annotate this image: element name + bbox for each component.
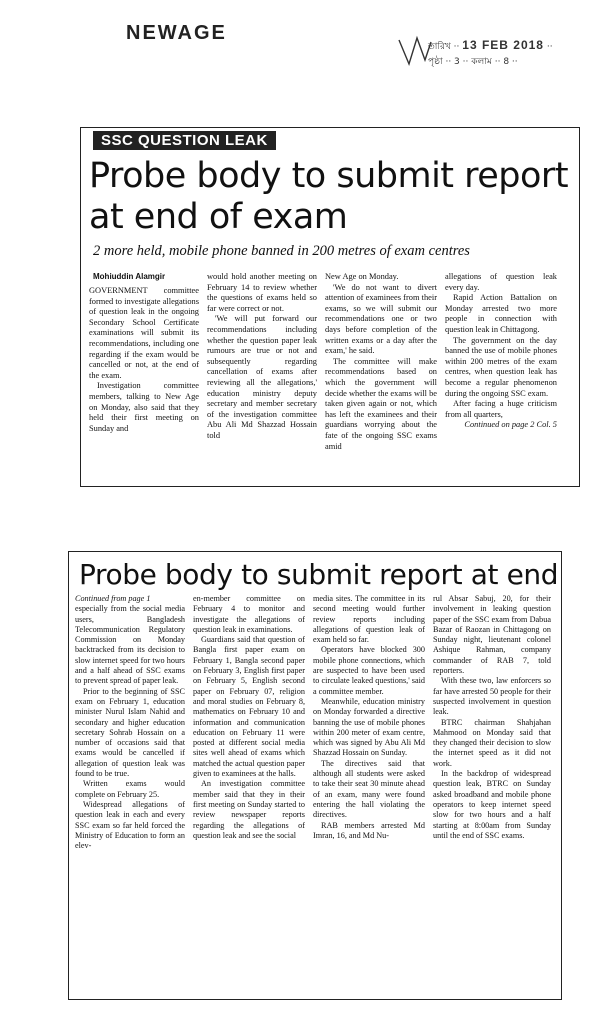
newspaper-masthead: NEWAGE <box>126 22 227 44</box>
article-column-3 <box>325 272 437 452</box>
article-subheadline: 2 more held, mobile phone banned in 200 metres of exam centres <box>93 243 470 259</box>
article-column-4 <box>445 272 557 431</box>
continuation-column-2 <box>193 594 305 841</box>
paragraph: After facing a huge criticism from all quarters, <box>445 399 557 419</box>
continuation-column-4 <box>433 594 551 841</box>
stamp-date-label: তারিখ <box>428 42 451 52</box>
article-column-1 <box>89 286 199 434</box>
paragraph: allegations of question leak every day. <box>445 272 557 292</box>
continuation-column-1 <box>75 594 185 851</box>
paragraph: BTRC chairman Shahjahan Mahmood on Monday said that they changed their decision to slow the internet speed as it did not work. <box>433 717 551 768</box>
paragraph: The government on the day banned the use of mobile phones within 200 metres of the exam centres, when question leak has become a regular phenomenon during the ongoing SSC exam. <box>445 335 557 398</box>
continuation-column-3 <box>313 594 425 841</box>
paragraph: The committee will make recommendations based on which the government will decide whether the exams will be taken given again or not, which has left the examinees and their guardians worrying about the fate of the ongoing SSC exams amid <box>325 356 437 451</box>
paragraph: media sites. The committee in its second meeting would further review reports including allegations of question leak of exam held so far. <box>313 594 425 645</box>
article-byline: Mohiuddin Alamgir <box>93 272 166 281</box>
paragraph: especially from the social media users, Bangladesh Telecommunication Regulatory Commission on Monday backtracked from its decision to slow internet speed for two hours and a half ahead of SSC exams to prevent spread of paper leak. <box>75 604 185 686</box>
paragraph: In the backdrop of widespread question leak, BTRC on Sunday asked broadband and mobile phone operators to keep internet speed slow for two hours and a half starting at 8:00am from Sunday until the end of SSC exams. <box>433 769 551 840</box>
paragraph: RAB members arrested Md Imran, 16, and Md Nu- <box>313 820 425 840</box>
continued-note: Continued on page 2 Col. 5 <box>464 420 557 430</box>
clipping-date-stamp: তারিখ ·· 13 FEB 2018 ·· পৃষ্ঠা ·· 3 ·· কলাম ·· 8 ·· <box>428 38 553 67</box>
stamp-page: 3 <box>454 57 460 67</box>
article-clipping-continuation <box>68 551 562 1000</box>
paragraph: The directives said that although all students were asked to take their seat 30 minute ahead of an exam, many were found entering the hall violating the directives. <box>313 758 425 820</box>
paragraph: New Age on Monday. <box>325 272 399 281</box>
paragraph: With these two, law enforcers so far have arrested 50 people for their suspected involvement in question leak. <box>433 676 551 717</box>
article-column-2 <box>207 272 317 442</box>
paragraph: GOVERNMENT committee formed to investigate allegations of question leak in the ongoing Secondary School Certificate examinations will submit its recommendations, including one regarding if the exam would be cancelled or not, at the end of the exam. <box>89 286 199 380</box>
stamp-page-label: পৃষ্ঠা <box>428 57 443 67</box>
paragraph: rul Absar Sabuj, 20, for their involvement in leaking question paper of the SSC exam from Dabua Bazar of Raozan in Chittagong on Sunday night, lieutenant colonel Ashique Rahman, company commander of RAB 7, told reporters. <box>433 594 551 676</box>
continuation-headline: Probe body to submit report at end <box>79 558 559 591</box>
stamp-date: 13 FEB 2018 <box>462 38 544 52</box>
paragraph: 'We will put forward our recommendations including whether the question paper leak rumours are true or not and subsequently regarding cancellation of exams after reviewing all the allegations,' education ministry deputy secretary and member secretary of the investigation committee Abu Ali Md Shazzad Hossain told <box>207 314 317 440</box>
paragraph: Meanwhile, education ministry on Monday forwarded a directive banning the use of mobile phones within 200 meter of exam centre, which was signed by Abu Ali Md Shazzad Hossain on Sunday. <box>313 696 425 758</box>
continued-from-note: Continued from page 1 <box>75 594 151 603</box>
paragraph: Operators have blocked 300 mobile phone connections, which are suspected to have been used to circulate leaked questions,' said a committee member. <box>313 645 425 696</box>
paragraph: en-member committee on February 4 to monitor and investigate the allegations of question leak in examinations. <box>193 594 305 634</box>
article-clipping-front <box>80 127 580 487</box>
paragraph: Rapid Action Battalion on Monday arrested two more people in connection with question leak in Chittagong. <box>445 293 557 334</box>
stamp-col: 8 <box>503 57 510 67</box>
paragraph: Written exams would complete on February 25. <box>75 779 185 799</box>
paragraph: An investigation committee member said that they in their first meeting on Sunday started to review newspaper reports regarding the allegations of question leak and see the social <box>193 779 305 840</box>
paragraph: would hold another meeting on February 14 to review whether the questions of exams held so far were correct or not. <box>207 272 317 313</box>
article-kicker: SSC QUESTION LEAK <box>93 131 276 150</box>
paragraph: Widespread allegations of question leak in each and every SSC exam so far held forced the Ministry of Education to form an elev- <box>75 799 185 851</box>
paragraph: Investigation committee members, talking to New Age on Monday, also said that they held their first meeting on Sunday and <box>89 381 199 433</box>
paragraph: Prior to the beginning of SSC exam on February 1, education minister Nurul Islam Nahid and secondary and higher education secretary Sohrab Hossain on a number of occasions said that exams would be cancelled if allegation of question leak was found to be true. <box>75 686 185 779</box>
paragraph: 'We do not want to divert attention of examinees from their exams, so we will submit our recommendations one or two days before completion of the written exams or a day after the exam,' he said. <box>325 282 437 356</box>
paragraph: Guardians said that question of Bangla first paper exam on February 1, Bangla second paper on February 3, English first paper on February 5, English second paper on February 07, religion and moral studies on February 8, mathematics on February 10 and information and communication education on February 11 were posted at different social media sites well ahead of exams which matched the actual question paper given to examinees at the halls. <box>193 635 305 779</box>
article-headline: Probe body to submit report at end of exam <box>89 156 569 237</box>
stamp-col-label: কলাম <box>471 57 492 67</box>
